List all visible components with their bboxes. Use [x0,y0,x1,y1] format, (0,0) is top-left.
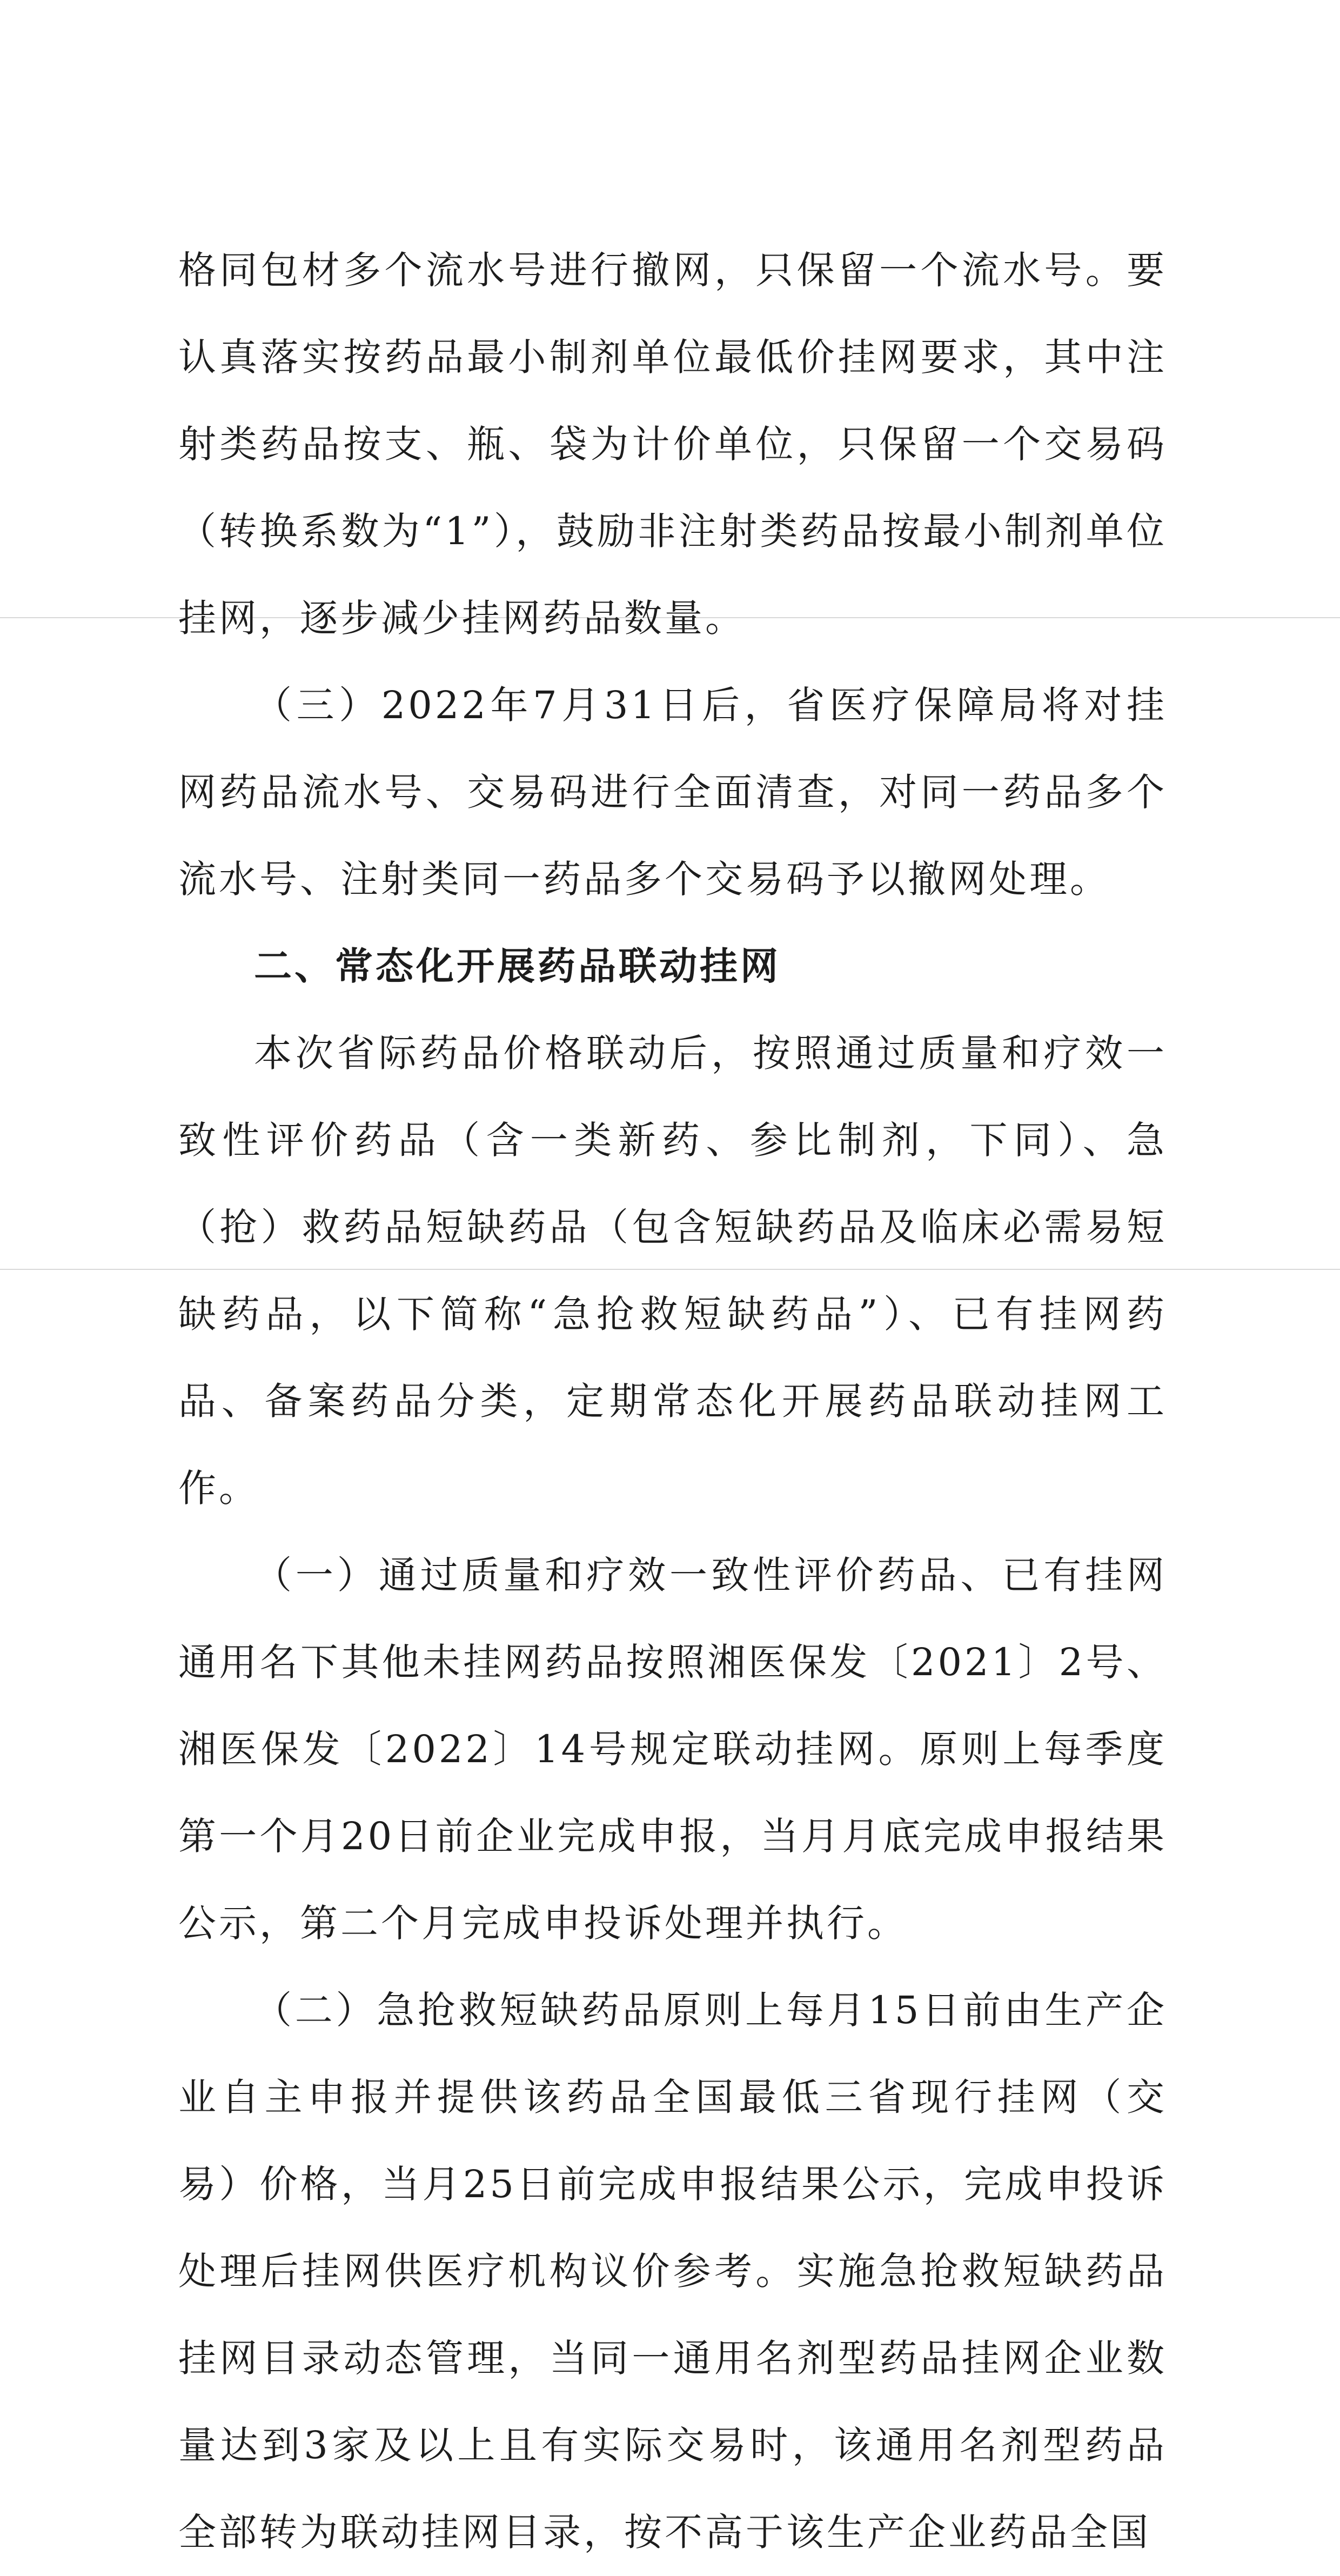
paragraph-item-3: （三）2022年7月31日后，省医疗保障局将对挂网药品流水号、交易码进行全面清查，对同一药品多个流水号、注射类同一药品多个交易码予以撤网处理。 [178,683,1167,901]
document-body [178,227,1167,2576]
paragraph-item-1: （一）通过质量和疗效一致性评价药品、已有挂网通用名下其他未挂网药品按照湘医保发〔2021〕2号、湘医保发〔2022〕14号规定联动挂网。原则上每季度第一个月20日前企业完成申报，当月月底完成申报结果公示，第二个月完成申投诉处理并执行。 [178,1553,1167,1945]
paragraph-item-2: （二）急抢救短缺药品原则上每月15日前由生产企业自主申报并提供该药品全国最低三省现行挂网（交易）价格，当月25日前完成申报结果公示，完成申投诉处理后挂网供医疗机构议价参考。实施急抢救短缺药品挂网目录动态管理，当同一通用名剂型药品挂网企业数量达到3家及以上且有实际交易时，该通用名剂型药品全部转为联动挂网目录，按不高于该生产企业药品全国 [178,1988,1167,2554]
section-heading-2: 二、常态化开展药品联动挂网 [254,944,781,988]
paragraph-continuation: 格同包材多个流水号进行撤网，只保留一个流水号。要认真落实按药品最小制剂单位最低价挂网要求，其中注射类药品按支、瓶、袋为计价单位，只保留一个交易码（转换系数为“1”），鼓励非注射类药品按最小制剂单位挂网，逐步减少挂网药品数量。 [178,248,1167,640]
paragraph-section-intro: 本次省际药品价格联动后，按照通过质量和疗效一致性评价药品（含一类新药、参比制剂，下同）、急（抢）救药品短缺药品（包含短缺药品及临床必需易短缺药品，以下简称“急抢救短缺药品”）、已有挂网药品、备案药品分类，定期常态化开展药品联动挂网工作。 [178,1031,1167,1510]
